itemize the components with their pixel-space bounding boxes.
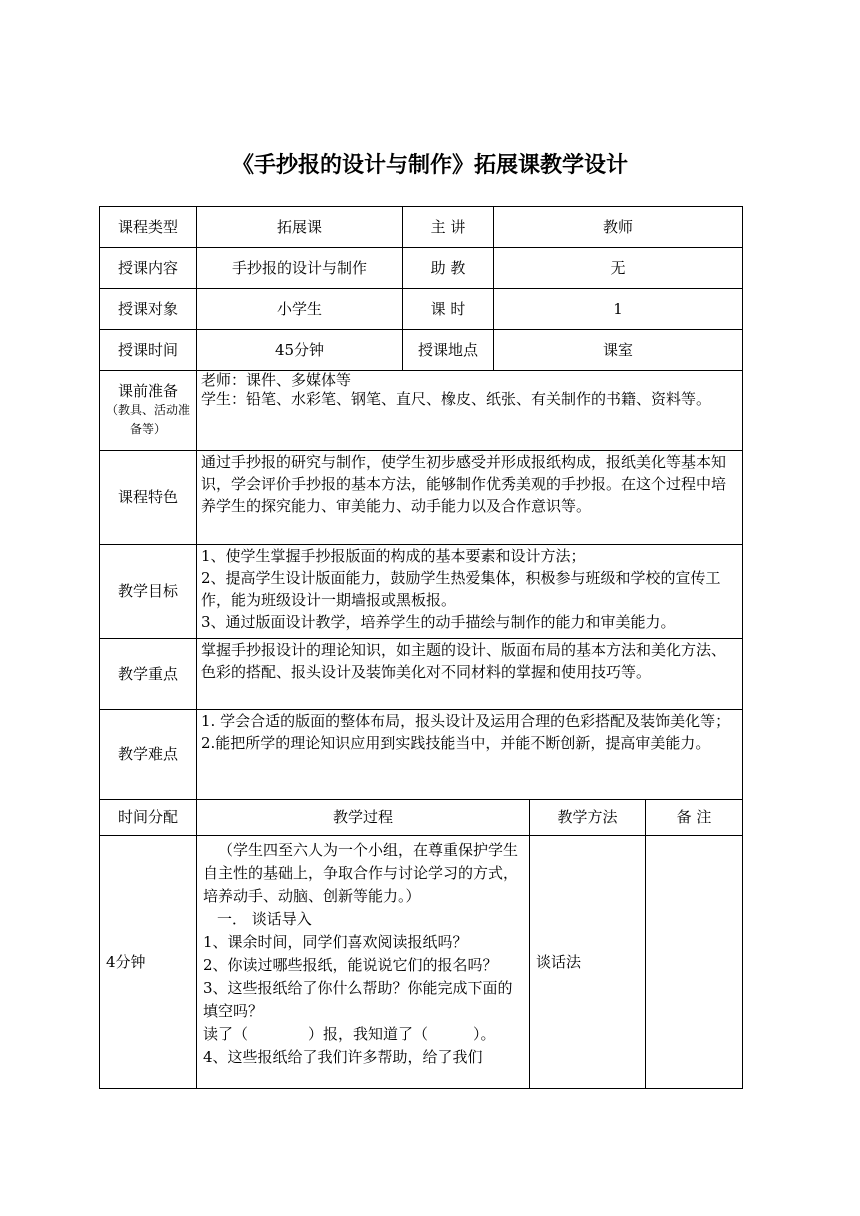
audience-value: 小学生 xyxy=(197,289,403,330)
course-type-label: 课程类型 xyxy=(100,207,197,248)
goal-item-2: 2、提高学生设计版面能力，鼓励学生热爱集体，积极参与班级和学校的宣传工作，能为班级设计一期墙报或黑板报。 xyxy=(201,569,721,609)
process-intro: （学生四至六人为一个小组，在尊重保护学生自主性的基础上，争取合作与讨论学习的方式，培养动手、动脑、创新等能力。） xyxy=(203,841,519,905)
row-time: 4分钟 xyxy=(100,836,197,1089)
audience-label: 授课对象 xyxy=(100,289,197,330)
content-label: 授课内容 xyxy=(100,248,197,289)
prep-label-cell xyxy=(100,371,197,451)
hours-label: 课 时 xyxy=(403,289,494,330)
difficulty-content xyxy=(197,710,743,800)
lecturer-value: 教师 xyxy=(494,207,743,248)
process-content xyxy=(197,836,530,1089)
header-process: 教学过程 xyxy=(197,800,530,836)
prep-sub-label: （教具、活动准备等） xyxy=(105,403,190,436)
feature-label: 课程特色 xyxy=(100,451,197,545)
process-question-2: 2、你读过哪些报纸，能说说它们的报名吗？ xyxy=(203,956,498,974)
key-label: 教学重点 xyxy=(100,639,197,710)
process-section-heading: 一． 谈话导入 xyxy=(217,910,312,928)
goal-label: 教学目标 xyxy=(100,545,197,639)
document-title: 《手抄报的设计与制作》拓展课教学设计 xyxy=(231,153,628,178)
difficulty-item-2: 2.能把所学的理论知识应用到实践技能当中，并能不断创新，提高审美能力。 xyxy=(201,734,711,752)
goal-content xyxy=(197,545,743,639)
header-time: 时间分配 xyxy=(100,800,197,836)
place-value: 课室 xyxy=(494,330,743,371)
assistant-value: 无 xyxy=(494,248,743,289)
time-value: 45分钟 xyxy=(197,330,403,371)
hours-value: 1 xyxy=(494,289,743,330)
goal-item-3: 3、通过版面设计教学，培养学生的动手描绘与制作的能力和审美能力。 xyxy=(201,613,676,631)
prep-teacher: 老师：课件、多媒体等 xyxy=(201,371,352,389)
goal-item-1: 1、使学生掌握手抄报版面的构成的基本要素和设计方法； xyxy=(201,547,586,565)
feature-text: 通过手抄报的研究与制作，使学生初步感受并形成报纸构成，报纸美化等基本知识，学会评价手抄报的基本方法，能够制作优秀美观的手抄报。在这个过程中培养学生的探究能力、审美能力、动手能力以及合作意识等。 xyxy=(197,451,743,545)
process-question-1: 1、课余时间，同学们喜欢阅读报纸吗？ xyxy=(203,933,468,951)
process-question-4: 4、这些报纸给了我们许多帮助，给了我们 xyxy=(203,1048,483,1066)
lecturer-label: 主 讲 xyxy=(403,207,494,248)
row-method: 谈话法 xyxy=(530,836,646,1089)
prep-label: 课前准备 xyxy=(117,382,178,400)
content-value: 手抄报的设计与制作 xyxy=(197,248,403,289)
course-type-value: 拓展课 xyxy=(197,207,403,248)
prep-student: 学生：铅笔、水彩笔、钢笔、直尺、橡皮、纸张、有关制作的书籍、资料等。 xyxy=(201,390,712,408)
difficulty-item-1: 1. 学会合适的版面的整体布局，报头设计及运用合理的色彩搭配及装饰美化等； xyxy=(201,712,731,730)
assistant-label: 助 教 xyxy=(403,248,494,289)
header-note: 备 注 xyxy=(646,800,743,836)
teaching-process-table xyxy=(99,799,743,1089)
course-info-table xyxy=(99,206,743,800)
process-fill-blank: 读了（ ）报，我知道了（ ）。 xyxy=(203,1025,496,1043)
prep-content xyxy=(197,371,743,451)
row-note xyxy=(646,836,743,1089)
header-method: 教学方法 xyxy=(530,800,646,836)
place-label: 授课地点 xyxy=(403,330,494,371)
difficulty-label: 教学难点 xyxy=(100,710,197,800)
process-question-3: 3、这些报纸给了你什么帮助？你能完成下面的填空吗？ xyxy=(203,979,513,1020)
key-text: 掌握手抄报设计的理论知识，如主题的设计、版面布局的基本方法和美化方法、色彩的搭配、报头设计及装饰美化对不同材料的掌握和使用技巧等。 xyxy=(197,639,743,710)
time-label: 授课时间 xyxy=(100,330,197,371)
